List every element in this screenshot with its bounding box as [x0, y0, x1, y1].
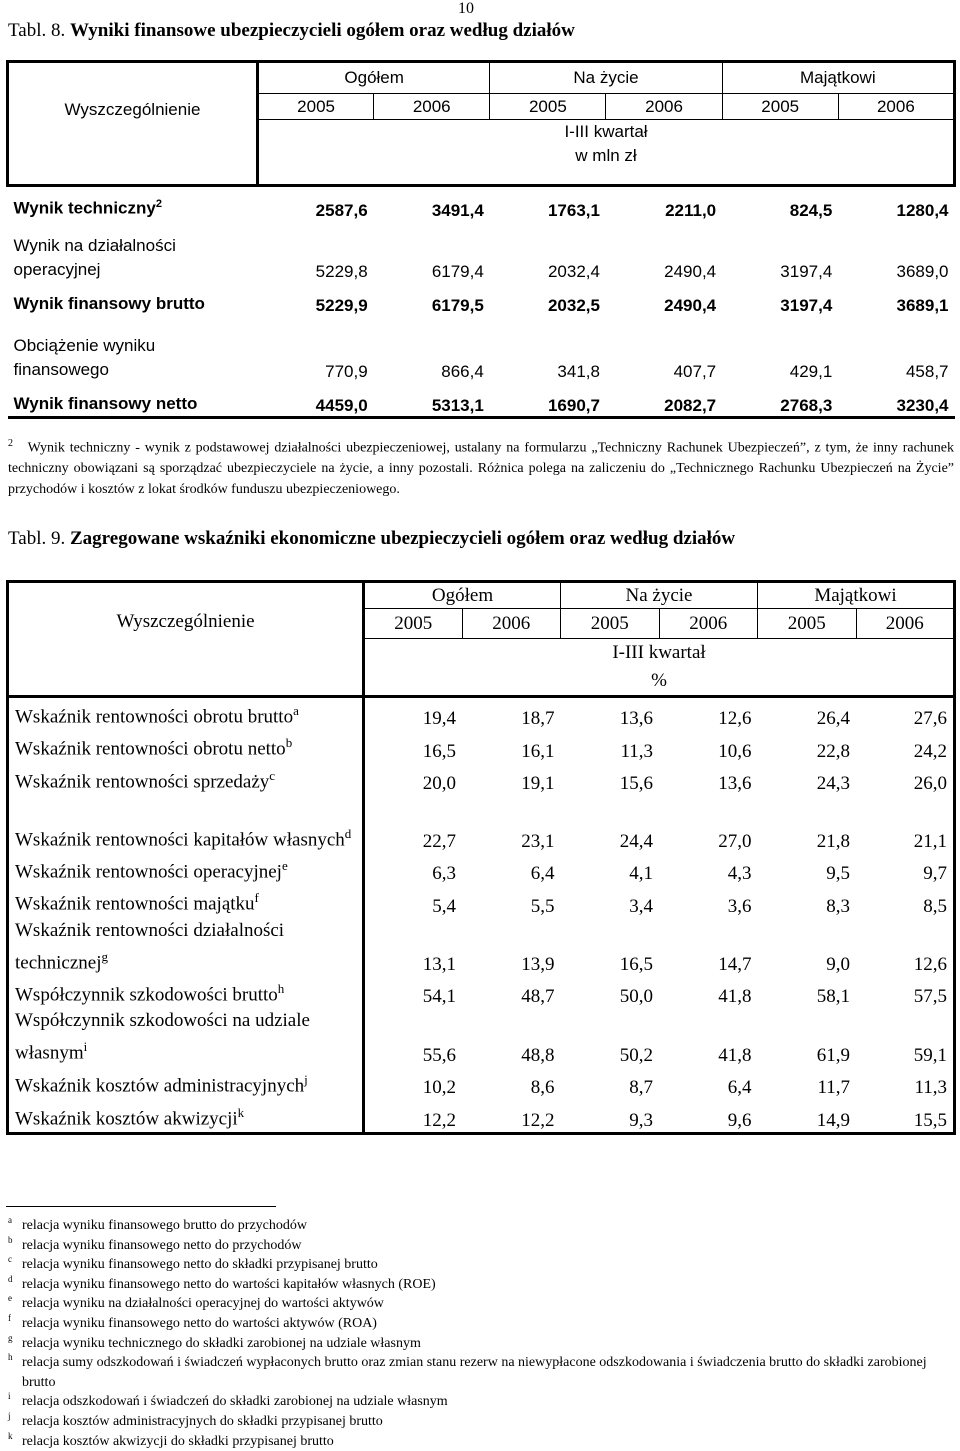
- table9-row: [8, 853, 955, 885]
- table8-caption-text: Wyniki finansowe ubezpieczycieli ogółem oraz według działów: [70, 20, 575, 41]
- table9-cell: 8,7: [629, 1076, 653, 1098]
- table8-cell: 6179,5: [431, 295, 484, 315]
- table9-cell: 20,0: [422, 772, 456, 794]
- table8-cell: 3689,0: [896, 261, 949, 281]
- table9-cell: 26,4: [758, 697, 857, 731]
- table9-row-label: Wskaźnik rentowności obrotu netto$^b$: [8, 730, 364, 762]
- table9-cell: 3,4: [629, 895, 653, 917]
- table9-cell: 41,8: [718, 1044, 752, 1066]
- table8-cell: 770,9: [325, 361, 368, 381]
- table9-row: [8, 730, 955, 762]
- table9-cell: 5,4: [432, 895, 456, 917]
- table9-row-label: Wskaźnik rentowności kapitałów własnych$^d$: [8, 795, 364, 853]
- table9-period: I-III kwartał: [612, 642, 706, 663]
- table9-cell: 11,3: [620, 740, 653, 762]
- table9-cell: 3,6: [727, 895, 752, 917]
- table9-group-header: Majątkowi: [758, 582, 955, 609]
- table8-footnote: $^2$ Wynik techniczny - wynik z podstawowej działalności ubezpieczeniowej, ustalany na formularzu „Techniczny Rachunek Ubezpieczeń”, z tym, że inny rachunek techniczny obowiązani są sporządzać ubezpieczyciele na życie, a inny pozostali. Różnica polega na zaliczeniu do „Technicznego Rachunku Ubezpieczeń na Życie” przychodów i kosztów z lokat środków funduszu ubezpieczeniowego.: [8, 438, 954, 497]
- table9-row-label: Wskaźnik kosztów akwizycji$^k$: [8, 1099, 364, 1134]
- table9-cell: 9,6: [659, 1099, 758, 1134]
- table9-cell: 22,7: [422, 830, 456, 852]
- table8-year-header: 2005: [490, 94, 606, 120]
- table8-row: [8, 316, 955, 382]
- table8-cell: 3197,4: [780, 261, 833, 281]
- footnote-item: b relacja wyniku finansowego netto do przychodów: [8, 1234, 302, 1253]
- table9-cell: 22,8: [816, 740, 850, 762]
- table9-period-unit: [364, 639, 955, 697]
- table9-year-header: 2005: [561, 609, 660, 639]
- table8-cell: 341,8: [557, 361, 600, 381]
- table9-cell: 50,0: [619, 986, 653, 1008]
- table8-cell: 2587,6: [315, 200, 368, 220]
- table8-cell: 6179,4: [431, 261, 484, 281]
- footnote-item: f relacja wyniku finansowego netto do wartości aktywów (ROA): [8, 1312, 377, 1331]
- table9: [6, 580, 956, 1135]
- footnotes: [8, 1216, 948, 1451]
- table9-cell: 24,2: [856, 730, 955, 762]
- table9-cell: 61,9: [816, 1044, 850, 1066]
- table8-unit: w mln zł: [575, 146, 637, 165]
- table9-cell: 15,5: [856, 1099, 955, 1134]
- table9-cell: 6,3: [432, 863, 456, 885]
- footnote-item: j relacja kosztów administracyjnych do składki przypisanej brutto: [8, 1410, 383, 1429]
- table8-cell: 3689,1: [896, 295, 949, 315]
- table9-cell: 41,8: [718, 986, 752, 1008]
- table9-cell: 54,1: [422, 986, 456, 1008]
- table8-caption: Tabl. 8. Wyniki finansowe ubezpieczycieli ogółem oraz według działów: [8, 20, 575, 41]
- table9-cell: 4,3: [727, 863, 752, 885]
- table8-cell: 2768,3: [722, 382, 838, 418]
- table8-group-header: Ogółem: [258, 62, 490, 94]
- table8-cell: 3491,4: [431, 200, 484, 220]
- table9-cell: 12,6: [856, 918, 955, 976]
- table9-cell: 48,7: [521, 986, 555, 1008]
- table9-row: [8, 697, 955, 731]
- table9-cell: 9,3: [561, 1099, 660, 1134]
- table9-row-label: Wskaźnik rentowności działalności technicznej$^g$: [8, 918, 364, 976]
- table8-row: [8, 221, 955, 282]
- table9-row-label: Wskaźnik rentowności majątku$^f$: [8, 885, 364, 917]
- table9-caption-text: Zagregowane wskaźniki ekonomiczne ubezpieczycieli ogółem oraz według działów: [70, 528, 736, 549]
- table9-row: [8, 918, 955, 976]
- table8-row: [8, 186, 955, 221]
- table8-row-label: Wynik finansowy brutto: [13, 293, 205, 313]
- table9-cell: 16,1: [521, 740, 555, 762]
- table8-row: [8, 282, 955, 316]
- table8-year-header: 2005: [258, 94, 374, 120]
- table8-cell: 2490,4: [664, 261, 717, 281]
- table9-year-header: 2006: [659, 609, 758, 639]
- table9-cell: 6,4: [727, 1076, 752, 1098]
- table9-cell: 16,5: [619, 953, 653, 975]
- table9-row: [8, 976, 955, 1008]
- page-number: 10: [458, 0, 474, 17]
- table8-year-header: 2006: [606, 94, 722, 120]
- table9-cell: 8,5: [856, 885, 955, 917]
- table9-cell: 14,9: [758, 1099, 857, 1134]
- table8-row-label-header: Wyszczególnienie: [8, 62, 258, 120]
- table9-cell: 5,5: [530, 895, 555, 917]
- footnote-item: a relacja wyniku finansowego brutto do przychodów: [8, 1215, 307, 1233]
- table9-cell: 50,2: [619, 1044, 653, 1066]
- table9-cell: 57,5: [856, 976, 955, 1008]
- table9-year-header: 2006: [462, 609, 561, 639]
- table8-row-label: Wynik finansowy netto: [8, 382, 258, 418]
- table9-year-header: 2006: [856, 609, 955, 639]
- table9-row-label: Wskaźnik kosztów administracyjnych$^j$: [8, 1067, 364, 1099]
- table8-row: [8, 382, 955, 418]
- table8-group-header: Majątkowi: [722, 62, 954, 94]
- table9-row: [8, 1067, 955, 1099]
- table8-row-label: Wynik techniczny$^2$: [13, 197, 162, 218]
- table9-cell: 21,8: [816, 830, 850, 852]
- table9-cell: 9,7: [856, 853, 955, 885]
- footnote-item: d relacja wyniku finansowego netto do wartości kapitałów własnych (ROE): [8, 1273, 436, 1292]
- table8-cell: 429,1: [789, 361, 833, 381]
- table8-cell: 458,7: [905, 361, 949, 381]
- table8-cell: 1763,1: [547, 200, 600, 220]
- table9-row-label: Wskaźnik rentowności operacyjnej$^e$: [8, 853, 364, 885]
- table8-cell: 3197,4: [780, 295, 833, 315]
- table9-cell: 6,4: [530, 863, 555, 885]
- table9-cell: 18,7: [462, 697, 561, 731]
- table9-cell: 26,0: [856, 763, 955, 795]
- table8-row-label: Wynik na działalności operacyjnej: [13, 235, 176, 279]
- footnote-item: k relacja kosztów akwizycji do składki przypisanej brutto: [8, 1430, 334, 1449]
- table9-cell: 16,5: [422, 740, 456, 762]
- table9-unit: %: [651, 670, 667, 691]
- table8-cell: 1280,4: [896, 200, 949, 220]
- table9-row: [8, 1008, 955, 1066]
- table9-cell: 8,6: [530, 1076, 555, 1098]
- footnote-item: i relacja odszkodowań i świadczeń do składki zarobionej na udziale własnym: [8, 1391, 448, 1410]
- table9-year-header: 2005: [758, 609, 857, 639]
- table9-cell: 48,8: [521, 1044, 555, 1066]
- table9-row: [8, 795, 955, 853]
- table8-cell: 2032,4: [547, 261, 600, 281]
- table8-cell: 866,4: [441, 361, 484, 381]
- table9-cell: 55,6: [422, 1044, 456, 1066]
- table9-year-header: 2005: [364, 609, 463, 639]
- table9-row: [8, 885, 955, 917]
- table9-cell: 15,6: [619, 772, 653, 794]
- table9-group-header: Ogółem: [364, 582, 561, 609]
- table9-cell: 4,1: [629, 863, 653, 885]
- table9-row-label: Współczynnik szkodowości na udziale własnym$^i$: [8, 1008, 364, 1066]
- table9-cell: 13,9: [521, 953, 555, 975]
- footnote-item: c relacja wyniku finansowego netto do składki przypisanej brutto: [8, 1254, 378, 1273]
- table9-cell: 58,1: [816, 986, 850, 1008]
- table9-cell: 21,1: [856, 795, 955, 853]
- footnote-item: e relacja wyniku na działalności operacyjnej do wartości aktywów: [8, 1293, 384, 1312]
- table9-caption: Tabl. 9. Zagregowane wskaźniki ekonomiczne ubezpieczycieli ogółem oraz według działów: [8, 528, 736, 549]
- table8-period-unit: [258, 120, 955, 186]
- table9-cell: 8,3: [826, 895, 850, 917]
- table8-cell: 407,7: [673, 361, 717, 381]
- table9-cell: 13,6: [718, 772, 752, 794]
- table8-cell: 2032,5: [547, 295, 600, 315]
- table9-row: [8, 1099, 955, 1134]
- table9-cell: 27,0: [718, 830, 752, 852]
- footnote-item: h relacja sumy odszkodowań i świadczeń wypłaconych brutto oraz zmian stanu rezerw na niewypłacone odszkodowania i świadczenia brutto do składki zarobionej brutto: [8, 1352, 927, 1390]
- table9-cell: 11,3: [856, 1067, 955, 1099]
- table9-cell: 12,2: [462, 1099, 561, 1134]
- table9-row-label: Wskaźnik rentowności sprzedaży$^c$: [8, 763, 364, 795]
- table8-cell: 2490,4: [664, 295, 717, 315]
- footnote-item: g relacja wyniku technicznego do składki zarobionej na udziale własnym: [8, 1332, 421, 1351]
- table8-year-header: 2006: [838, 94, 954, 120]
- table8-year-header: 2006: [374, 94, 490, 120]
- footnote-separator: [6, 1206, 276, 1207]
- table8-cell: 4459,0: [258, 382, 374, 418]
- table9-cell: 13,6: [561, 697, 660, 731]
- table8-cell: 824,5: [789, 200, 833, 220]
- table9-cell: 12,6: [659, 697, 758, 731]
- table9-row-label-header: Wyszczególnienie: [8, 582, 364, 697]
- table9-cell: 9,0: [826, 953, 850, 975]
- table9-cell: 10,6: [718, 740, 752, 762]
- table9-row-label: Wskaźnik rentowności obrotu brutto$^a$: [8, 697, 364, 731]
- table9-cell: 10,2: [422, 1076, 456, 1098]
- table9-cell: 12,2: [364, 1099, 463, 1134]
- table8: [6, 60, 956, 419]
- table9-cell: 23,1: [521, 830, 555, 852]
- table9-cell: 59,1: [856, 1008, 955, 1066]
- table9-group-header: Na życie: [561, 582, 758, 609]
- table9-cell: 19,4: [364, 697, 463, 731]
- table8-cell: 5229,8: [315, 261, 368, 281]
- table9-cell: 11,7: [817, 1076, 850, 1098]
- table8-cell: 5229,9: [315, 295, 368, 315]
- table8-cell: 2211,0: [665, 200, 717, 220]
- table8-group-header: Na życie: [490, 62, 722, 94]
- table9-cell: 9,5: [826, 863, 850, 885]
- table8-cell: 3230,4: [838, 382, 954, 418]
- table9-cell: 24,3: [816, 772, 850, 794]
- table9-row: [8, 763, 955, 795]
- table8-cell: 1690,7: [490, 382, 606, 418]
- table8-year-header: 2005: [722, 94, 838, 120]
- table8-cell: 5313,1: [374, 382, 490, 418]
- table8-row-label: Obciążenie wyniku finansowego: [13, 335, 156, 379]
- table9-cell: 19,1: [521, 772, 555, 794]
- table9-cell: 24,4: [619, 830, 653, 852]
- table8-cell: 2082,7: [606, 382, 722, 418]
- table9-cell: 13,1: [422, 953, 456, 975]
- table9-cell: 27,6: [856, 697, 955, 731]
- table9-row-label: Współczynnik szkodowości brutto$^h$: [8, 976, 364, 1008]
- table9-cell: 14,7: [718, 953, 752, 975]
- table8-period: I-III kwartał: [564, 122, 648, 141]
